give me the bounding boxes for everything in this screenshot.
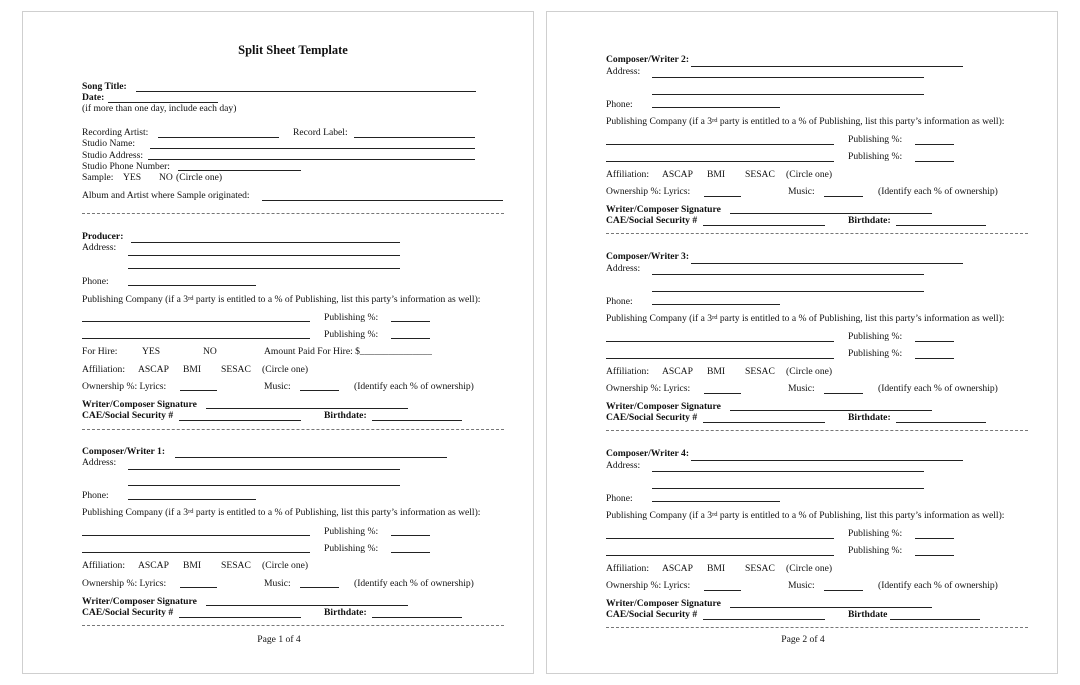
writer3-publishing-label: Publishing Company (if a 3rd party is entitled to a % of Publishing, list this party’s information as well): bbox=[606, 313, 1005, 324]
writer2-signature-label: Writer/Composer Signature bbox=[606, 204, 721, 215]
writer2-music-pct-field[interactable] bbox=[824, 196, 863, 197]
writer1-address-field-2[interactable] bbox=[128, 485, 400, 486]
studio-name-label: Studio Name: bbox=[82, 138, 136, 149]
producer-address-field-2[interactable] bbox=[128, 268, 400, 269]
producer-affiliation-label: Affiliation: bbox=[82, 364, 125, 375]
writer3-cae-field[interactable] bbox=[703, 422, 825, 423]
writer2-bmi[interactable]: BMI bbox=[707, 169, 726, 180]
writer3-cae-label: CAE/Social Security # bbox=[606, 412, 698, 423]
page-2-footer: Page 2 of 4 bbox=[781, 634, 825, 645]
writer4-phone-label: Phone: bbox=[606, 493, 633, 504]
producer-birthdate-field[interactable] bbox=[372, 420, 462, 421]
producer-publishing-field-2[interactable] bbox=[82, 338, 310, 339]
writer3-publishing-pct-label-2: Publishing %: bbox=[848, 348, 903, 359]
writer3-music-label: Music: bbox=[788, 383, 815, 394]
writer3-phone-field[interactable] bbox=[652, 304, 780, 305]
writer3-publishing-pct-field-2[interactable] bbox=[915, 358, 954, 359]
writer3-name-field[interactable] bbox=[691, 263, 963, 264]
writer4-publishing-field-2[interactable] bbox=[606, 555, 834, 556]
writer4-ascap[interactable]: ASCAP bbox=[662, 563, 693, 574]
writer1-publishing-pct-field-1[interactable] bbox=[391, 535, 430, 536]
producer-phone-field[interactable] bbox=[128, 285, 256, 286]
record-label-field[interactable] bbox=[354, 137, 475, 138]
writer2-publishing-pct-field-1[interactable] bbox=[915, 144, 954, 145]
writer4-publishing-field-1[interactable] bbox=[606, 538, 834, 539]
writer4-publishing-pct-field-1[interactable] bbox=[915, 538, 954, 539]
writer1-signature-label: Writer/Composer Signature bbox=[82, 596, 197, 607]
writer1-ascap[interactable]: ASCAP bbox=[138, 560, 169, 571]
writer2-ascap[interactable]: ASCAP bbox=[662, 169, 693, 180]
studio-phone-field[interactable] bbox=[178, 170, 301, 171]
writer1-affiliation-circle-note: (Circle one) bbox=[262, 560, 309, 571]
writer4-music-label: Music: bbox=[788, 580, 815, 591]
writer4-birthdate-label: Birthdate bbox=[848, 609, 888, 620]
section-divider bbox=[82, 429, 504, 430]
writer3-address-field-1[interactable] bbox=[652, 274, 924, 275]
album-sample-label: Album and Artist where Sample originated: bbox=[82, 190, 250, 201]
writer4-bmi[interactable]: BMI bbox=[707, 563, 726, 574]
producer-signature-field[interactable] bbox=[206, 408, 408, 409]
writer3-birthdate-field[interactable] bbox=[896, 422, 986, 423]
writer4-affiliation-circle-note: (Circle one) bbox=[786, 563, 833, 574]
studio-address-label: Studio Address: bbox=[82, 150, 144, 161]
writer1-bmi[interactable]: BMI bbox=[183, 560, 202, 571]
writer4-name-field[interactable] bbox=[691, 460, 963, 461]
writer1-address-label: Address: bbox=[82, 457, 117, 468]
writer3-sesac[interactable]: SESAC bbox=[745, 366, 775, 377]
producer-signature-label: Writer/Composer Signature bbox=[82, 399, 197, 410]
record-label-label: Record Label: bbox=[293, 127, 348, 138]
for-hire-yes[interactable]: YES bbox=[142, 346, 161, 357]
writer2-affiliation-circle-note: (Circle one) bbox=[786, 169, 833, 180]
producer-bmi[interactable]: BMI bbox=[183, 364, 202, 375]
recording-artist-field[interactable] bbox=[158, 137, 279, 138]
page-2 bbox=[546, 11, 1058, 674]
writer2-lyrics-pct-field[interactable] bbox=[704, 196, 741, 197]
writer2-cae-label: CAE/Social Security # bbox=[606, 215, 698, 226]
writer4-birthdate-field[interactable] bbox=[890, 619, 980, 620]
writer3-phone-label: Phone: bbox=[606, 296, 633, 307]
producer-publishing-pct-label-2: Publishing %: bbox=[324, 329, 379, 340]
writer1-birthdate-field[interactable] bbox=[372, 617, 462, 618]
producer-publishing-pct-label-1: Publishing %: bbox=[324, 312, 379, 323]
writer4-cae-field[interactable] bbox=[703, 619, 825, 620]
writer2-publishing-pct-label-2: Publishing %: bbox=[848, 151, 903, 162]
writer2-publishing-pct-field-2[interactable] bbox=[915, 161, 954, 162]
writer1-phone-field[interactable] bbox=[128, 499, 256, 500]
sample-no[interactable]: NO bbox=[159, 172, 173, 183]
writer3-lyrics-pct-field[interactable] bbox=[704, 393, 741, 394]
writer2-address-label: Address: bbox=[606, 66, 641, 77]
writer2-sesac[interactable]: SESAC bbox=[745, 169, 775, 180]
writer3-address-field-2[interactable] bbox=[652, 291, 924, 292]
writer1-sesac[interactable]: SESAC bbox=[221, 560, 251, 571]
section-divider bbox=[606, 430, 1028, 431]
sample-circle-note: (Circle one) bbox=[176, 172, 223, 183]
writer4-publishing-pct-field-2[interactable] bbox=[915, 555, 954, 556]
for-hire-no[interactable]: NO bbox=[203, 346, 217, 357]
writer4-address-label: Address: bbox=[606, 460, 641, 471]
writer2-affiliation-label: Affiliation: bbox=[606, 169, 649, 180]
writer4-cae-label: CAE/Social Security # bbox=[606, 609, 698, 620]
writer3-identify-note: (Identify each % of ownership) bbox=[878, 383, 998, 394]
page-1-footer: Page 1 of 4 bbox=[257, 634, 301, 645]
writer4-lyrics-pct-field[interactable] bbox=[704, 590, 741, 591]
producer-birthdate-label: Birthdate: bbox=[324, 410, 367, 421]
writer3-publishing-pct-field-1[interactable] bbox=[915, 341, 954, 342]
writer3-affiliation-circle-note: (Circle one) bbox=[786, 366, 833, 377]
writer4-signature-label: Writer/Composer Signature bbox=[606, 598, 721, 609]
amount-paid-label[interactable]: Amount Paid For Hire: $_______________ bbox=[264, 346, 432, 357]
writer2-address-field-1[interactable] bbox=[652, 77, 924, 78]
producer-publishing-pct-field-1[interactable] bbox=[391, 321, 430, 322]
writer2-birthdate-label: Birthdate: bbox=[848, 215, 891, 226]
section-divider bbox=[606, 233, 1028, 234]
producer-identify-note: (Identify each % of ownership) bbox=[354, 381, 474, 392]
writer2-publishing-field-1[interactable] bbox=[606, 144, 834, 145]
writer1-publishing-pct-label-2: Publishing %: bbox=[324, 543, 379, 554]
writer4-publishing-pct-label-2: Publishing %: bbox=[848, 545, 903, 556]
writer2-phone-label: Phone: bbox=[606, 99, 633, 110]
producer-lyrics-pct-field[interactable] bbox=[180, 390, 217, 391]
date-label: Date: bbox=[82, 92, 105, 103]
writer3-affiliation-label: Affiliation: bbox=[606, 366, 649, 377]
writer4-address-field-1[interactable] bbox=[652, 471, 924, 472]
writer1-address-field-1[interactable] bbox=[128, 469, 400, 470]
writer4-phone-field[interactable] bbox=[652, 501, 780, 502]
writer3-signature-label: Writer/Composer Signature bbox=[606, 401, 721, 412]
writer3-music-pct-field[interactable] bbox=[824, 393, 863, 394]
writer1-publishing-field-1[interactable] bbox=[82, 535, 310, 536]
writer2-signature-field[interactable] bbox=[730, 213, 932, 214]
writer3-ascap[interactable]: ASCAP bbox=[662, 366, 693, 377]
writer2-name-field[interactable] bbox=[691, 66, 963, 67]
document-title: Split Sheet Template bbox=[238, 43, 348, 57]
producer-publishing-field-1[interactable] bbox=[82, 321, 310, 322]
producer-affiliation-circle-note: (Circle one) bbox=[262, 364, 309, 375]
writer3-address-label: Address: bbox=[606, 263, 641, 274]
writer2-address-field-2[interactable] bbox=[652, 94, 924, 95]
writer3-heading: Composer/Writer 3: bbox=[606, 251, 690, 262]
writer1-ownership-label: Ownership %: Lyrics: bbox=[82, 578, 167, 589]
for-hire-label: For Hire: bbox=[82, 346, 118, 357]
section-divider bbox=[82, 625, 504, 626]
page-1 bbox=[22, 11, 534, 674]
writer1-publishing-label: Publishing Company (if a 3rd party is entitled to a % of Publishing, list this party’s information as well): bbox=[82, 507, 481, 518]
producer-name-field[interactable] bbox=[131, 242, 400, 243]
writer1-identify-note: (Identify each % of ownership) bbox=[354, 578, 474, 589]
writer1-publishing-field-2[interactable] bbox=[82, 552, 310, 553]
producer-music-pct-field[interactable] bbox=[300, 390, 339, 391]
writer1-signature-field[interactable] bbox=[206, 605, 408, 606]
writer4-publishing-label: Publishing Company (if a 3rd party is entitled to a % of Publishing, list this party’s information as well): bbox=[606, 510, 1005, 521]
studio-name-field[interactable] bbox=[150, 148, 475, 149]
writer1-lyrics-pct-field[interactable] bbox=[180, 587, 217, 588]
writer2-publishing-pct-label-1: Publishing %: bbox=[848, 134, 903, 145]
writer4-sesac[interactable]: SESAC bbox=[745, 563, 775, 574]
producer-music-label: Music: bbox=[264, 381, 291, 392]
writer3-bmi[interactable]: BMI bbox=[707, 366, 726, 377]
writer1-phone-label: Phone: bbox=[82, 490, 109, 501]
writer4-address-field-2[interactable] bbox=[652, 488, 924, 489]
writer2-cae-field[interactable] bbox=[703, 225, 825, 226]
writer3-ownership-label: Ownership %: Lyrics: bbox=[606, 383, 691, 394]
studio-phone-label: Studio Phone Number: bbox=[82, 161, 170, 172]
album-sample-field[interactable] bbox=[262, 200, 503, 201]
producer-sesac[interactable]: SESAC bbox=[221, 364, 251, 375]
writer1-name-field[interactable] bbox=[175, 457, 447, 458]
writer4-ownership-label: Ownership %: Lyrics: bbox=[606, 580, 691, 591]
writer3-publishing-pct-label-1: Publishing %: bbox=[848, 331, 903, 342]
section-divider bbox=[82, 213, 504, 214]
song-title-label: Song Title: bbox=[82, 81, 127, 92]
writer4-identify-note: (Identify each % of ownership) bbox=[878, 580, 998, 591]
writer2-birthdate-field[interactable] bbox=[896, 225, 986, 226]
writer3-birthdate-label: Birthdate: bbox=[848, 412, 891, 423]
writer3-signature-field[interactable] bbox=[730, 410, 932, 411]
producer-address-label: Address: bbox=[82, 242, 117, 253]
writer2-phone-field[interactable] bbox=[652, 107, 780, 108]
writer2-ownership-label: Ownership %: Lyrics: bbox=[606, 186, 691, 197]
recording-artist-label: Recording Artist: bbox=[82, 127, 149, 138]
writer4-publishing-pct-label-1: Publishing %: bbox=[848, 528, 903, 539]
writer4-heading: Composer/Writer 4: bbox=[606, 448, 690, 459]
writer4-music-pct-field[interactable] bbox=[824, 590, 863, 591]
producer-publishing-label: Publishing Company (if a 3rd party is entitled to a % of Publishing, list this party’s information as well): bbox=[82, 294, 481, 305]
writer2-music-label: Music: bbox=[788, 186, 815, 197]
producer-heading: Producer: bbox=[82, 231, 124, 242]
writer2-identify-note: (Identify each % of ownership) bbox=[878, 186, 998, 197]
date-note: (if more than one day, include each day) bbox=[82, 103, 237, 114]
song-title-field[interactable] bbox=[136, 91, 476, 92]
writer1-publishing-pct-field-2[interactable] bbox=[391, 552, 430, 553]
producer-address-field-1[interactable] bbox=[128, 255, 400, 256]
studio-address-field[interactable] bbox=[148, 159, 475, 160]
writer1-publishing-pct-label-1: Publishing %: bbox=[324, 526, 379, 537]
writer1-cae-field[interactable] bbox=[179, 617, 301, 618]
producer-cae-label: CAE/Social Security # bbox=[82, 410, 174, 421]
writer3-publishing-field-1[interactable] bbox=[606, 341, 834, 342]
writer1-music-pct-field[interactable] bbox=[300, 587, 339, 588]
sample-yes[interactable]: YES bbox=[123, 172, 142, 183]
producer-ascap[interactable]: ASCAP bbox=[138, 364, 169, 375]
writer4-affiliation-label: Affiliation: bbox=[606, 563, 649, 574]
writer1-affiliation-label: Affiliation: bbox=[82, 560, 125, 571]
producer-phone-label: Phone: bbox=[82, 276, 109, 287]
writer2-publishing-label: Publishing Company (if a 3rd party is entitled to a % of Publishing, list this party’s information as well): bbox=[606, 116, 1005, 127]
producer-ownership-label: Ownership %: Lyrics: bbox=[82, 381, 167, 392]
writer3-publishing-field-2[interactable] bbox=[606, 358, 834, 359]
sample-label: Sample: bbox=[82, 172, 114, 183]
writer1-heading: Composer/Writer 1: bbox=[82, 446, 166, 457]
writer2-publishing-field-2[interactable] bbox=[606, 161, 834, 162]
writer1-birthdate-label: Birthdate: bbox=[324, 607, 367, 618]
section-divider bbox=[606, 627, 1028, 628]
writer1-music-label: Music: bbox=[264, 578, 291, 589]
writer4-signature-field[interactable] bbox=[730, 607, 932, 608]
writer2-heading: Composer/Writer 2: bbox=[606, 54, 690, 65]
producer-publishing-pct-field-2[interactable] bbox=[391, 338, 430, 339]
writer1-cae-label: CAE/Social Security # bbox=[82, 607, 174, 618]
producer-cae-field[interactable] bbox=[179, 420, 301, 421]
